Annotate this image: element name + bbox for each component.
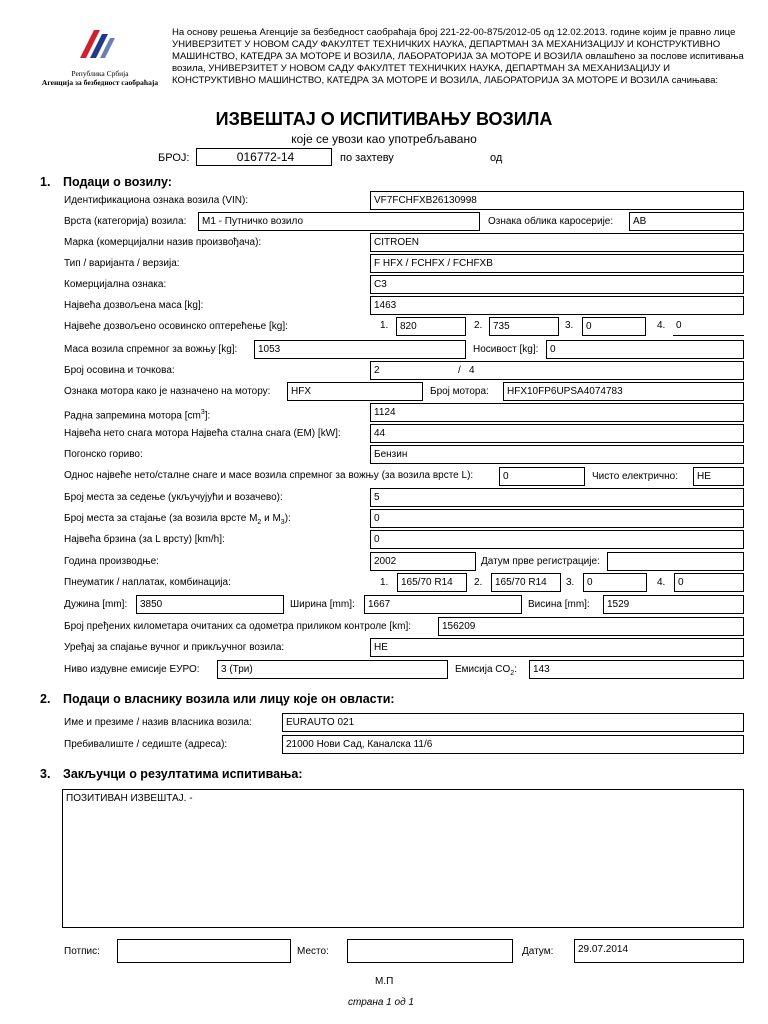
agency-logo [70, 24, 130, 64]
coupling-label: Уређај за спајање вучног и прикључног возила: [64, 642, 285, 653]
axle-2-number: 2. [474, 320, 483, 331]
type-label: Тип / варијанта / верзија: [64, 258, 180, 269]
commercial-field[interactable]: C3 [370, 275, 744, 294]
tyre-4-field[interactable]: 0 [674, 573, 744, 592]
width-field[interactable]: 1667 [364, 595, 522, 614]
engine-no-field[interactable]: HFX10FP6UPSA4074783 [503, 382, 744, 401]
owner-field[interactable]: EURAUTO 021 [282, 713, 744, 732]
axle-load-label: Највеће дозвољено осовинско оптерећење [kg]: [64, 321, 288, 332]
axle-2-field[interactable]: 735 [489, 317, 559, 336]
axles-wheels-field[interactable] [370, 361, 744, 380]
axle-4-number: 4. [657, 320, 666, 331]
tyre-2-field[interactable]: 165/70 R14 [491, 573, 561, 592]
first-reg-label: Датум прве регистрације: [481, 556, 600, 567]
tyre-3-field[interactable]: 0 [583, 573, 647, 592]
tyre-1-field[interactable]: 165/70 R14 [397, 573, 467, 592]
section2-number: 2. [40, 692, 51, 706]
fuel-field[interactable]: Бензин [370, 445, 744, 464]
standing-label-c: ): [284, 513, 291, 524]
axle-1-number: 1. [380, 320, 389, 331]
category-label: Врста (категорија) возила: [64, 216, 187, 227]
co2-label-a: Емисија CO [455, 664, 511, 675]
length-label: Дужина [mm]: [64, 599, 128, 610]
year-label: Година производње: [64, 556, 159, 567]
axle-1-field[interactable]: 820 [396, 317, 466, 336]
seats-field[interactable]: 5 [370, 488, 744, 507]
place-field[interactable] [347, 939, 513, 963]
type-field[interactable]: F HFX / FCHFX / FCHFXB [370, 254, 744, 273]
euro-label: Ниво издувне емисије ЕУРО: [64, 664, 200, 675]
engine-mark-field[interactable]: HFX [287, 382, 423, 401]
tyre-1-number: 1. [380, 577, 389, 588]
request-label: по захтеву [340, 152, 394, 164]
engine-mark-label: Ознака мотора како је назначено на мотору: [64, 386, 271, 397]
body-label: Ознака облика каросерије: [488, 216, 614, 227]
address-field[interactable]: 21000 Нови Сад, Каналска 11/6 [282, 735, 744, 754]
max-speed-field[interactable]: 0 [370, 530, 744, 549]
vin-field[interactable]: VF7FCHFXB26130998 [370, 191, 744, 210]
max-mass-field[interactable]: 1463 [370, 296, 744, 315]
odometer-field[interactable]: 156209 [438, 617, 744, 636]
authorization-text: На основу решења Агенције за безбедност саобраћаја број 221-22-00-875/2012-05 од 12.02.2013. године којим је правно лице УНИВЕРЗИТЕТ У НОВОМ САДУ ФАКУЛТЕТ ТЕХНИЧКИХ НАУКА, ДЕПАРТМАН ЗА МЕХАНИЗАЦИЈУ И КОНСТРУКТИВНО МАШИНСТВО, КАТЕДРА ЗА МОТОРЕ И ВОЗИЛА, ЛАБОРАТОРИЈА ЗА МОТОРЕ И ВОЗИЛА овлашћено за послове испитивања возила, УНИВЕРЗИТЕТ У НОВОМ САДУ ФАКУЛТЕТ ТЕХНИЧКИХ НАУКА, ДЕПАРТМАН ЗА МЕХАНИЗАЦИЈУ И КОНСТРУКТИВНО МАШИНСТВО, КАТЕДРА ЗА МОТОРЕ И ВОЗИЛА, ЛАБОРАТОРИЈА ЗА МОТОРЕ И ВОЗИЛА сачињава: [172, 27, 744, 86]
ratio-field[interactable]: 0 [499, 467, 585, 486]
section1-number: 1. [40, 175, 51, 189]
axles-wheels-separator: / [458, 365, 461, 376]
standing-label [64, 513, 291, 529]
standing-sub-1: 2 [257, 519, 262, 526]
tyre-4-number: 4. [657, 577, 666, 588]
axles-value: 2 [374, 365, 380, 376]
tyres-label: Пнеуматик / наплатак, комбинација: [64, 577, 231, 588]
co2-label [455, 664, 517, 680]
euro-field[interactable]: 3 (Три) [217, 660, 448, 679]
displacement-label-text: Радна запремина мотора [cm [64, 410, 201, 422]
first-reg-field[interactable] [607, 552, 744, 571]
power-label: Највећа нето снага мотора Највећа стална снага (ЕМ) [kW]: [64, 428, 341, 439]
fuel-label: Погонско гориво: [64, 449, 143, 460]
tyre-3-number: 3. [566, 577, 575, 588]
category-field[interactable]: М1 - Путничко возило [198, 212, 480, 231]
payload-field[interactable]: 0 [546, 340, 744, 359]
section2-title: Подаци о власнику возила или лицу које он овласти: [63, 692, 395, 706]
curb-mass-field[interactable]: 1053 [254, 340, 466, 359]
address-label: Пребивалиште / седиште (адреса): [64, 739, 228, 750]
republic-label: Република Србија [71, 69, 129, 78]
make-field[interactable]: CITROEN [370, 233, 744, 252]
length-field[interactable]: 3850 [136, 595, 284, 614]
height-label: Висина [mm]: [528, 599, 590, 610]
max-mass-label: Највећа дозвољена маса [kg]: [64, 300, 204, 311]
date-label: Датум: [522, 946, 554, 957]
axle-3-field[interactable]: 0 [582, 317, 646, 336]
date-from-label: од [490, 152, 503, 164]
power-field[interactable]: 44 [370, 424, 744, 443]
make-label: Марка (комерцијални назив произвођача): [64, 237, 262, 248]
co2-field[interactable]: 143 [529, 660, 744, 679]
wheels-value: 4 [469, 365, 475, 376]
seats-label: Број места за седење (укључујући и возачево): [64, 492, 283, 503]
displacement-label-end: ]: [204, 410, 211, 422]
standing-label-b: и M [261, 513, 281, 524]
signature-label: Потпис: [64, 946, 100, 957]
report-number-field[interactable]: 016772-14 [196, 148, 332, 166]
body-field[interactable]: AB [629, 212, 744, 231]
axles-wheels-label: Број осовина и точкова: [64, 365, 175, 376]
displacement-sup: 3 [200, 409, 205, 416]
axle-3-number: 3. [565, 320, 574, 331]
curb-mass-label: Маса возила спремног за вожњу [kg]: [64, 344, 238, 355]
page-number: страна 1 од 1 [348, 997, 414, 1008]
section3-number: 3. [40, 767, 51, 781]
standing-label-a: Број места за стајање (за возила врсте M [64, 513, 258, 524]
engine-no-label: Број мотора: [430, 386, 489, 397]
agency-logo-icon [70, 24, 130, 64]
displacement-label [64, 407, 210, 422]
height-field[interactable]: 1529 [603, 595, 744, 614]
co2-sub: 2 [510, 670, 515, 677]
conclusion-field[interactable]: ПОЗИТИВАН ИЗВЕШТАЈ. - [62, 789, 744, 928]
payload-label: Носивост [kg]: [473, 344, 539, 355]
agency-name: Агенција за безбедност саобраћаја [41, 78, 159, 87]
section3-title: Закључци о резултатима испитивања: [63, 767, 303, 781]
year-field[interactable]: 2002 [370, 552, 476, 571]
standing-field[interactable]: 0 [370, 509, 744, 528]
max-speed-label: Највећа брзина (за L врсту) [km/h]: [64, 534, 225, 545]
odometer-label: Број пређених километара очитаних са одометра приликом контроле [km]: [64, 621, 412, 632]
vin-label: Идентификациона ознака возила (VIN): [64, 195, 249, 206]
signature-field[interactable] [117, 939, 291, 963]
section1-title: Подаци о возилу: [63, 175, 172, 189]
commercial-label: Комерцијална ознака: [64, 279, 167, 290]
report-number-label: БРОЈ: [158, 152, 190, 164]
report-subtitle: које се увози као употребљавано [291, 132, 477, 146]
electric-label: Чисто електрично: [592, 471, 678, 482]
ratio-label: Однос највеће нето/сталне снаге и масе возила спремног за вожњу (за возила врсте L): [64, 470, 474, 481]
displacement-field[interactable]: 1124 [370, 403, 744, 422]
tyre-2-number: 2. [474, 577, 483, 588]
coupling-field[interactable]: НЕ [370, 638, 744, 657]
width-label: Ширина [mm]: [290, 599, 355, 610]
date-field[interactable]: 29.07.2014 [574, 939, 744, 963]
co2-label-b: : [514, 664, 517, 675]
report-title: ИЗВЕШТАЈ О ИСПИТИВАЊУ ВОЗИЛА [215, 109, 553, 129]
stamp-label: М.П [375, 976, 394, 987]
place-label: Место: [297, 946, 329, 957]
axle-4-field[interactable]: 0 [673, 317, 744, 336]
electric-field[interactable]: НЕ [693, 467, 744, 486]
standing-sub-2: 3 [280, 519, 285, 526]
owner-label: Име и презиме / назив власника возила: [64, 717, 252, 728]
